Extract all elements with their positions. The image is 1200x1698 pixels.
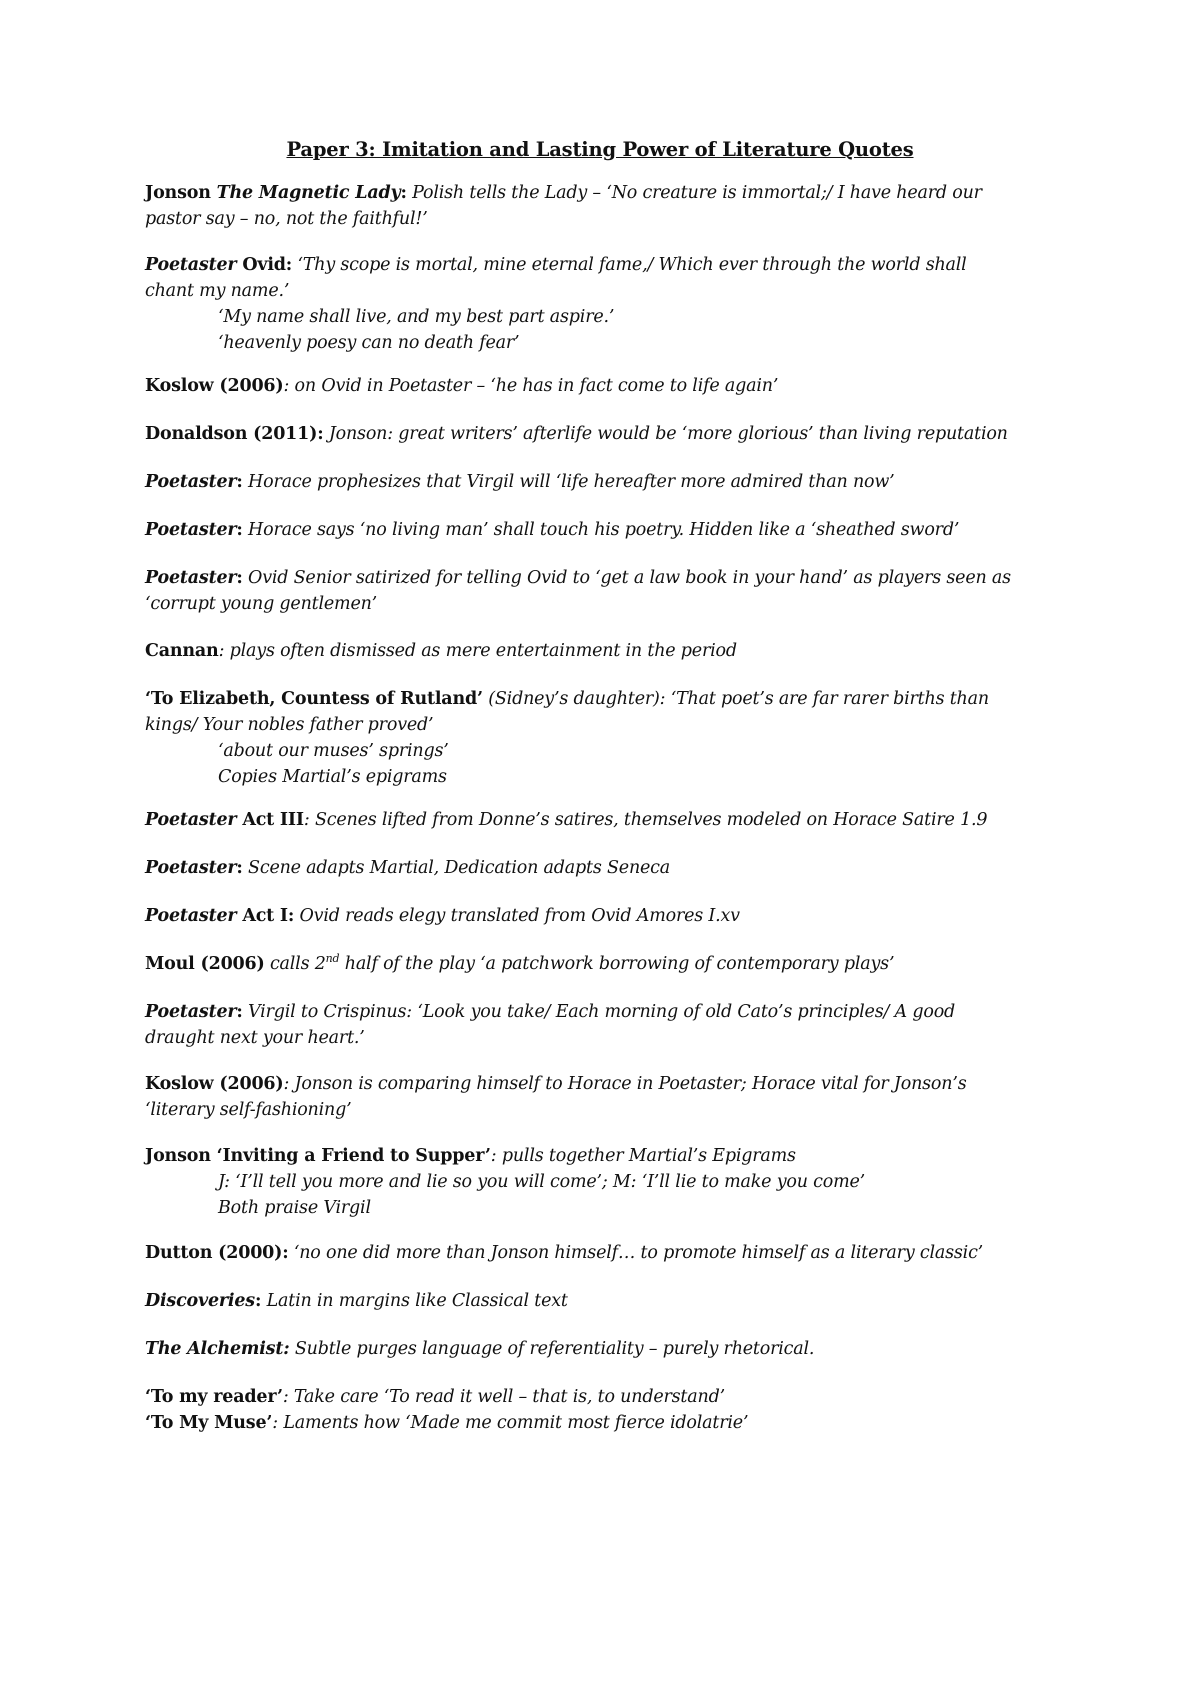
page-title: Paper 3: Imitation and Lasting Power of Literature Quotes [286,138,914,161]
note-discoveries: Discoveries: Latin in margins like Classical text [145,1291,568,1311]
note-poetaster-virgil-crispinus: Poetaster: Virgil to Crispinus: ‘Look you take/ Each morning of old Cato’s principles/ A good draught next your heart.’ [145,1002,956,1048]
note-inviting-a-friend: Jonson ‘Inviting a Friend to Supper’: pulls together Martial’s Epigrams J: ‘I’ll tell you more and lie so you will come’; M: ‘I’ll lie to make you come’ Both praise Virgil [145,1146,866,1218]
note-to-my-muse: ‘To My Muse’: Laments how ‘Made me commit most fierce idolatrie’ [145,1413,749,1433]
note-alchemist: The Alchemist: Subtle purges language of referentiality – purely rhetorical. [145,1339,815,1359]
note-jonson-magnetic-lady: Jonson The Magnetic Lady: Polish tells the Lady – ‘No creature is immortal;/ I have heard our pastor say – no, not the faithful!’ [145,183,982,229]
note-to-my-reader: ‘To my reader’: Take care ‘To read it well – that is, to understand’ [145,1387,725,1407]
note-cannan: Cannan: plays often dismissed as mere entertainment in the period [145,641,737,661]
note-koslow-ovid: Koslow (2006): on Ovid in Poetaster – ‘he has in fact come to life again’ [145,376,779,396]
note-poetaster-act-iii: Poetaster Act III: Scenes lifted from Donne’s satires, themselves modeled on Horace Satire 1.9 [145,810,988,830]
note-poetaster-ovid: Poetaster Ovid: ‘Thy scope is mortal, mine eternal fame,/ Which ever through the world shall chant my name.’ ‘My name shall live, and my best part aspire.’ ‘heavenly poesy can no death fear’ [145,255,967,353]
note-moul: Moul (2006) calls 2nd half of the play ‘a patchwork borrowing of contemporary plays’ [145,952,895,974]
note-poetaster-act-i: Poetaster Act I: Ovid reads elegy translated from Ovid Amores I.xv [145,906,740,926]
note-poetaster-horace-virgil: Poetaster: Horace prophesizes that Virgil will ‘life hereafter more admired than now’ [145,472,895,492]
note-poetaster-horace-living-man: Poetaster: Horace says ‘no living man’ shall touch his poetry. Hidden like a ‘sheathed sword’ [145,520,960,540]
note-poetaster-martial-seneca: Poetaster: Scene adapts Martial, Dedication adapts Seneca [145,858,671,878]
note-poetaster-ovid-senior: Poetaster: Ovid Senior satirized for telling Ovid to ‘get a law book in your hand’ as players seen as ‘corrupt young gentlemen’ [145,568,1011,614]
note-donaldson: Donaldson (2011): Jonson: great writers’ afterlife would be ‘more glorious’ than living reputation [145,424,1008,444]
note-koslow-horace: Koslow (2006): Jonson is comparing himself to Horace in Poetaster; Horace vital for Jonson’s ‘literary self-fashioning’ [145,1074,967,1120]
note-dutton: Dutton (2000): ‘no one did more than Jonson himself… to promote himself as a literary classic’ [145,1243,984,1263]
note-countess-of-rutland: ‘To Elizabeth, Countess of Rutland’ (Sidney’s daughter): ‘That poet’s are far rarer births than kings/ Your nobles father proved’ ‘about our muses’ springs’ Copies Martial’s epigrams [145,689,989,787]
